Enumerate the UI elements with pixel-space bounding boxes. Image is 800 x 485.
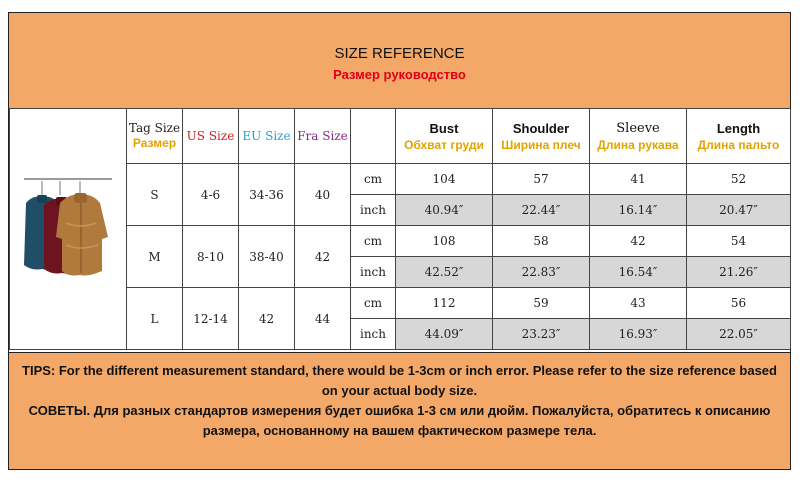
length-cm: 52 [687, 164, 791, 195]
col-sleeve-label: Sleeve [616, 121, 660, 136]
shoulder-inch: 22.83″ [493, 257, 590, 288]
us-size-cell: 8-10 [183, 226, 239, 288]
col-tag-size-label: Tag Size [128, 121, 181, 135]
header-row [10, 109, 791, 164]
col-length [687, 109, 791, 164]
tag-size-cell: L [127, 288, 183, 350]
col-shoulder-ru: Ширина плеч [501, 138, 581, 152]
bust-inch: 44.09″ [396, 319, 493, 350]
eu-size-cell: 34-36 [239, 164, 295, 226]
col-bust-ru: Обхват груди [404, 138, 484, 152]
bust-cm: 108 [396, 226, 493, 257]
shoulder-cm: 58 [493, 226, 590, 257]
tips-russian: СОВЕТЫ. Для разных стандартов измерения будет ошибка 1-3 см или дюйм. Пожалуйста, обратитесь к описанию размера, основанному на вашем фактическом размере тела. [28, 403, 771, 438]
shoulder-cm: 57 [493, 164, 590, 195]
tag-size-cell: M [127, 226, 183, 288]
sleeve-inch: 16.93″ [590, 319, 687, 350]
col-tag-size [127, 109, 183, 164]
length-cm: 56 [687, 288, 791, 319]
col-bust [396, 109, 493, 164]
bust-cm: 112 [396, 288, 493, 319]
unit-inch: inch [351, 195, 396, 226]
length-inch: 20.47″ [687, 195, 791, 226]
shoulder-inch: 22.44″ [493, 195, 590, 226]
col-tag-size-ru: Размер [132, 136, 177, 150]
length-inch: 22.05″ [687, 319, 791, 350]
col-eu-size: EU Size [239, 109, 295, 164]
eu-size-cell: 42 [239, 288, 295, 350]
shoulder-inch: 23.23″ [493, 319, 590, 350]
fra-size-cell: 44 [295, 288, 351, 350]
col-bust-label: Bust [429, 121, 459, 136]
size-chart-header [9, 13, 790, 109]
fra-size-cell: 40 [295, 164, 351, 226]
unit-cm: cm [351, 226, 396, 257]
unit-inch: inch [351, 319, 396, 350]
shoulder-cm: 59 [493, 288, 590, 319]
tips-panel [9, 352, 790, 469]
col-sleeve-ru: Длина рукава [597, 138, 679, 152]
table-row [10, 288, 791, 319]
fra-size-cell: 42 [295, 226, 351, 288]
col-fra-size-label: Fra Size [297, 128, 348, 143]
col-shoulder-label: Shoulder [512, 121, 570, 136]
col-unit [351, 109, 396, 164]
unit-cm: cm [351, 164, 396, 195]
table-row [10, 164, 791, 195]
sleeve-cm: 42 [590, 226, 687, 257]
size-table [9, 108, 791, 350]
us-size-cell: 12-14 [183, 288, 239, 350]
page-subtitle: Размер руководство [333, 67, 466, 82]
col-sleeve [590, 109, 687, 164]
sleeve-inch: 16.54″ [590, 257, 687, 288]
us-size-cell: 4-6 [183, 164, 239, 226]
sleeve-cm: 43 [590, 288, 687, 319]
col-length-ru: Длина пальто [697, 138, 780, 152]
col-shoulder [493, 109, 590, 164]
length-inch: 21.26″ [687, 257, 791, 288]
bust-inch: 40.94″ [396, 195, 493, 226]
product-photo [10, 109, 127, 350]
col-us-size: US Size [183, 109, 239, 164]
col-fra-size [295, 109, 351, 164]
tips-english: TIPS: For the different measurement standard, there would be 1-3cm or inch error. Please refer to the size reference based on your actual body size. [22, 363, 777, 398]
table-row [10, 226, 791, 257]
page-title: SIZE REFERENCE [334, 45, 465, 62]
col-length-label: Length [716, 121, 761, 136]
tag-size-cell: S [127, 164, 183, 226]
unit-inch: inch [351, 257, 396, 288]
jackets-photo-icon [18, 173, 118, 283]
sleeve-cm: 41 [590, 164, 687, 195]
bust-cm: 104 [396, 164, 493, 195]
unit-cm: cm [351, 288, 396, 319]
sleeve-inch: 16.14″ [590, 195, 687, 226]
bust-inch: 42.52″ [396, 257, 493, 288]
length-cm: 54 [687, 226, 791, 257]
eu-size-cell: 38-40 [239, 226, 295, 288]
